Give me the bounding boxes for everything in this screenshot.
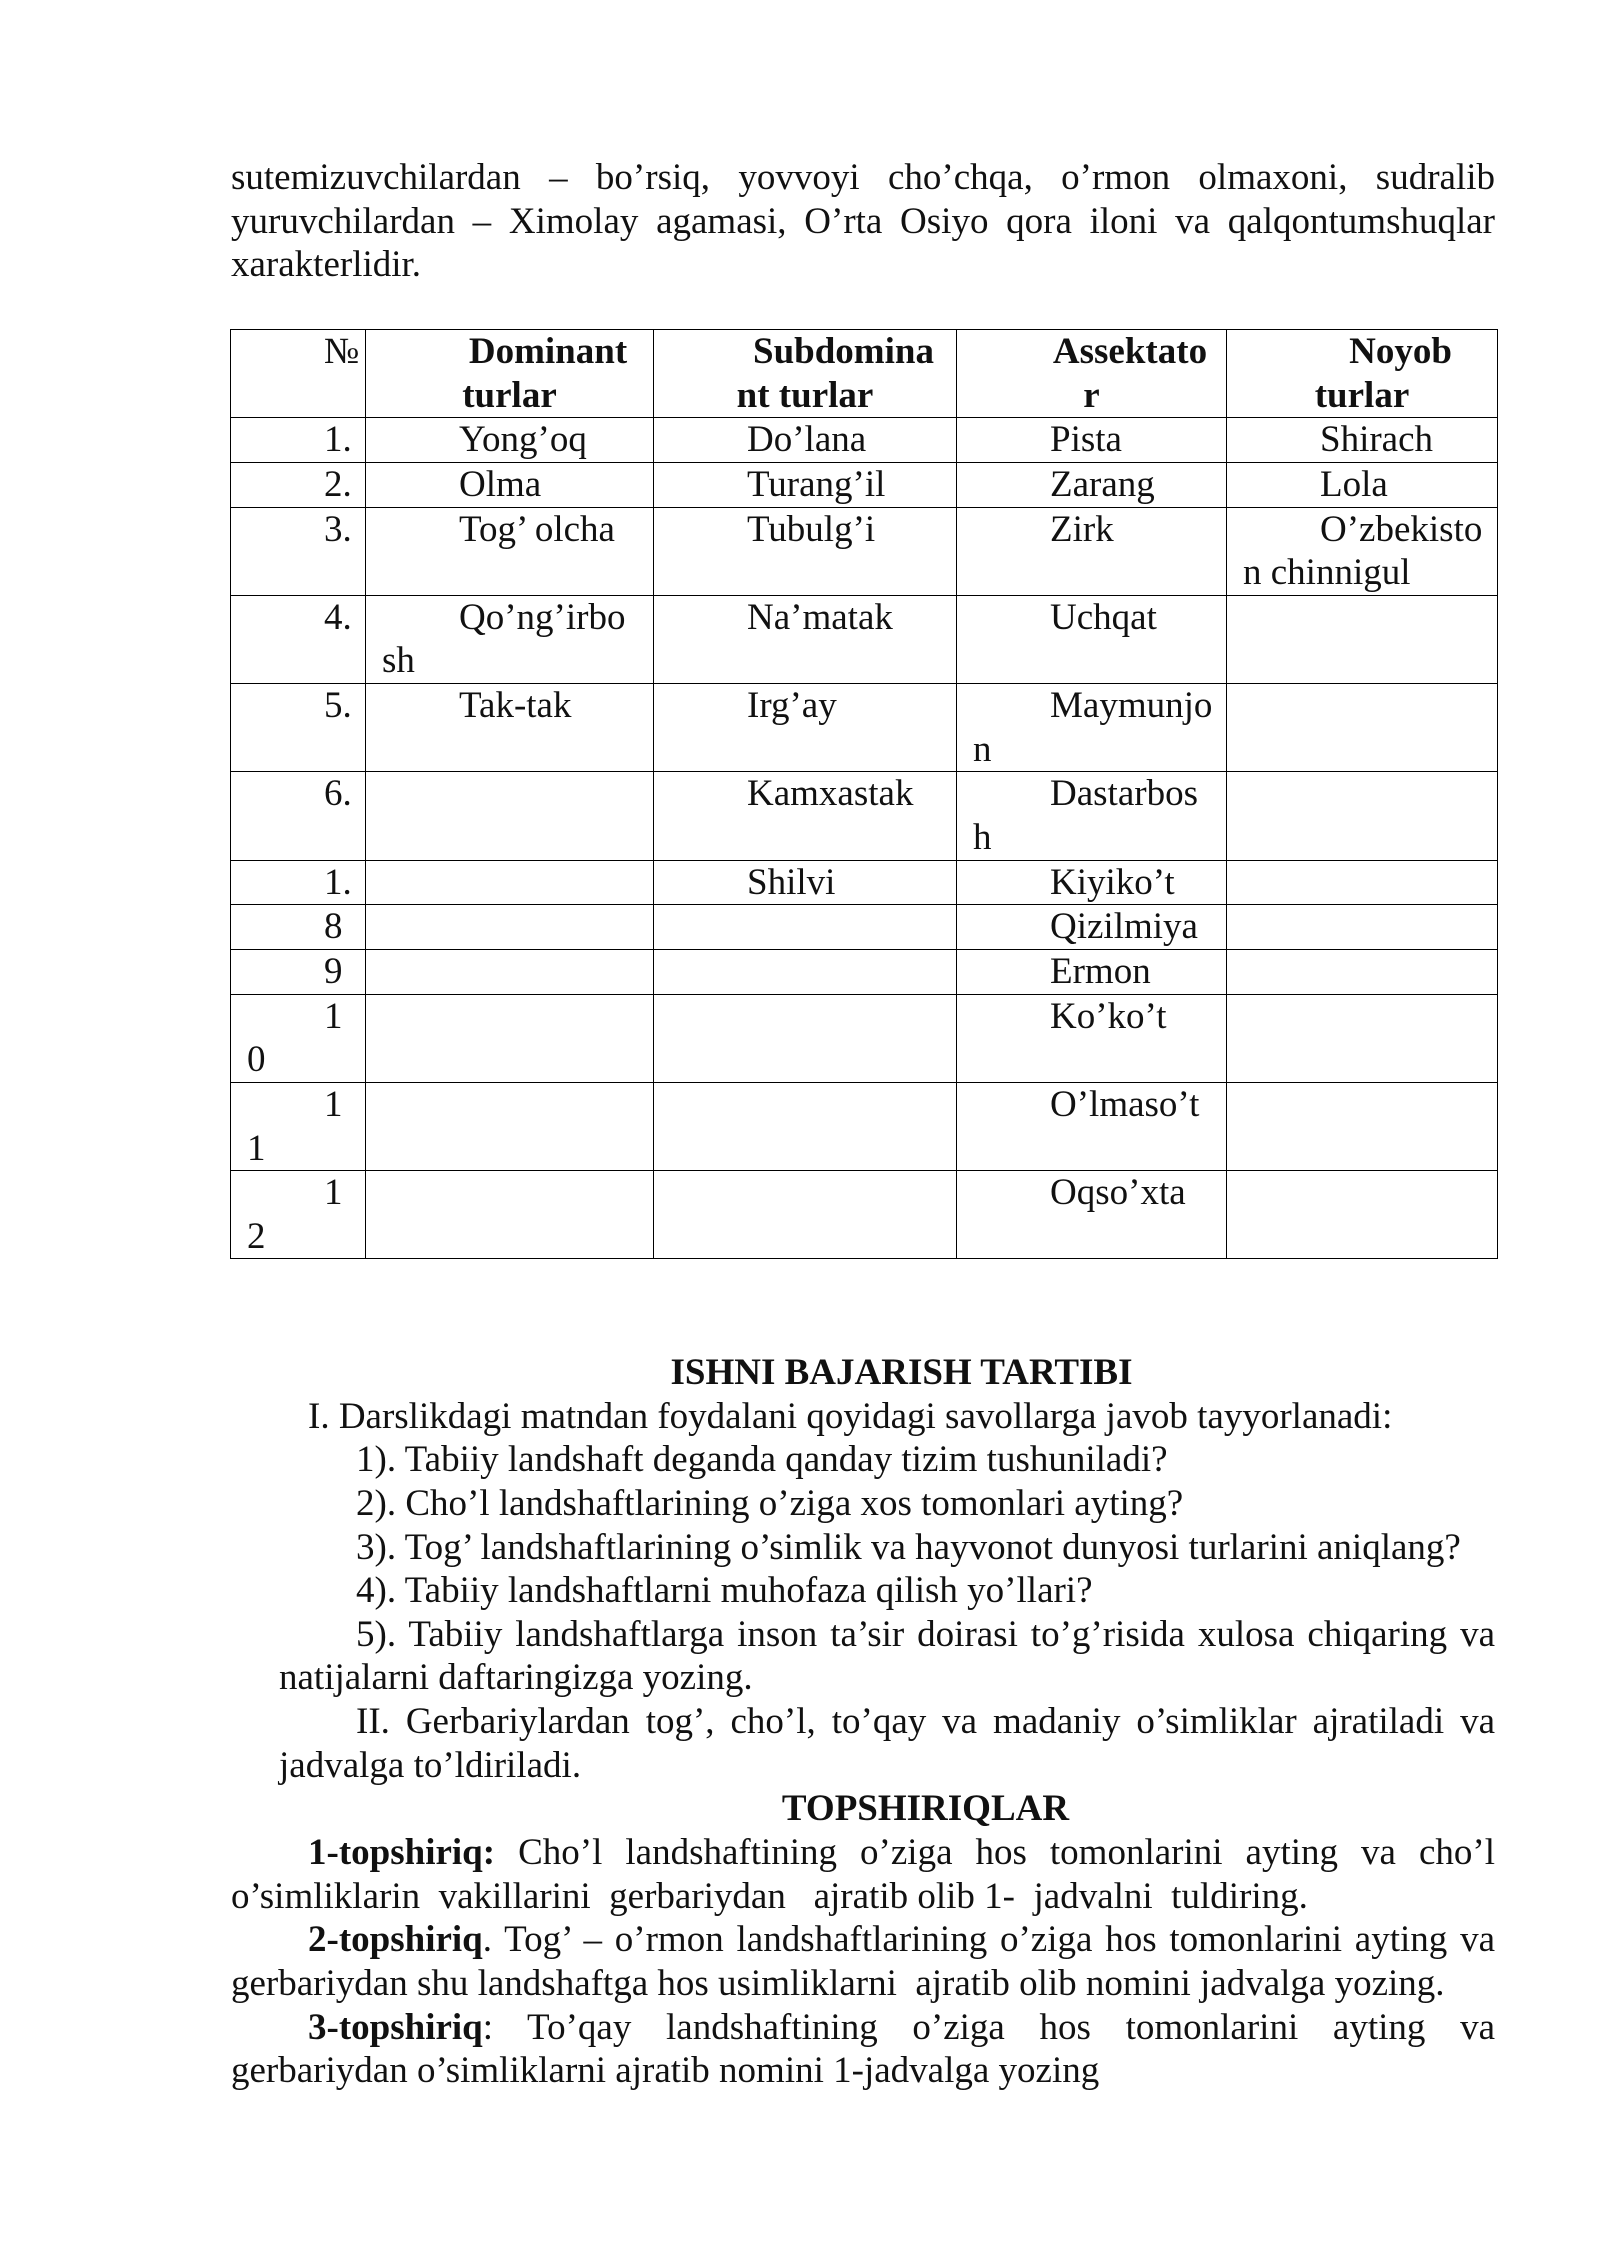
row-number-cell: 1 2 [231, 1171, 366, 1259]
subdominant-cell: Shilvi [654, 860, 957, 905]
subdominant-cell: Tubulg’i [654, 507, 957, 595]
header-subdominant: Subdomina nt turlar [654, 330, 957, 418]
header-number: № [231, 330, 366, 418]
procedure-step-two-continuation: jadvalga to’ldiriladi. [279, 1744, 582, 1786]
subdominant-cell [654, 1082, 957, 1170]
rare-species-cell: O’zbekisto n chinnigul [1227, 507, 1498, 595]
table-row [231, 462, 1498, 507]
rare-species-cell [1227, 772, 1498, 860]
task-item-3 [231, 2006, 1495, 2050]
assectator-cell: Kiyiko’t [957, 860, 1227, 905]
dominant-cell [366, 772, 654, 860]
question-item: 1). Tabiiy landshaft deganda qanday tizim tushuniladi? [356, 1439, 1168, 1481]
task-text-continuation: gerbariydan shu landshaftga hos usimliklarni ajratib olib nomini jadvalga yozing. [231, 1962, 1445, 2004]
dominant-cell [366, 949, 654, 994]
species-table [230, 329, 1498, 1259]
subdominant-cell [654, 994, 957, 1082]
subdominant-cell: Turang’il [654, 462, 957, 507]
assectator-cell: Ermon [957, 949, 1227, 994]
dominant-cell: Qo’ng’irbo sh [366, 595, 654, 683]
row-number-cell: 3. [231, 507, 366, 595]
tasks-heading: TOPSHIRIQLAR [781, 1788, 1070, 1830]
assectator-cell: Uchqat [957, 595, 1227, 683]
table-row [231, 772, 1498, 860]
question-item: 3). Tog’ landshaftlarining o’simlik va hayvonot dunyosi turlarini aniqlang? [356, 1526, 1461, 1568]
row-number-cell: 8 [231, 905, 366, 950]
task-text-continuation: gerbariydan o’simliklarni ajratib nomini 1-jadvalga yozing [231, 2050, 1100, 2092]
rare-species-cell [1227, 994, 1498, 1082]
dominant-cell: Olma [366, 462, 654, 507]
row-number-cell: 1 1 [231, 1082, 366, 1170]
dominant-cell: Yong’oq [366, 418, 654, 463]
row-number-cell: 1. [231, 860, 366, 905]
assectator-cell: Zarang [957, 462, 1227, 507]
task-text: Cho’l landshaftining o’ziga hos tomonlarini ayting va cho’l [495, 1832, 1495, 1874]
header-rare: Noyob turlar [1227, 330, 1498, 418]
rare-species-cell [1227, 684, 1498, 772]
procedure-heading: ISHNI BAJARISH TARTIBI [670, 1352, 1133, 1393]
row-number-cell: 2. [231, 462, 366, 507]
assectator-cell: Zirk [957, 507, 1227, 595]
procedure-intro: I. Darslikdagi matndan foydalani qoyidagi savollarga javob tayyorlanadi: [308, 1395, 1393, 1437]
table-row [231, 905, 1498, 950]
row-number-cell: 6. [231, 772, 366, 860]
table-row [231, 507, 1498, 595]
task-label: 3-topshiriq [308, 2006, 483, 2048]
subdominant-cell: Irg’ay [654, 684, 957, 772]
header-assectator: Assektato r [957, 330, 1227, 418]
procedure-step-two: II. Gerbariylardan tog’, cho’l, to’qay va madaniy o’simliklar ajratiladi va [356, 1701, 1495, 1743]
question-item: 2). Cho’l landshaftlarining o’ziga xos tomonlari ayting? [356, 1482, 1184, 1524]
table-row [231, 860, 1498, 905]
intro-line: yuruvchilardan – Ximolay agamasi, O’rta Osiyo qora iloni va qalqontumshuqlar [231, 200, 1495, 242]
task-label: 1-topshiriq: [308, 1832, 496, 1874]
dominant-cell: Tak-tak [366, 684, 654, 772]
assectator-cell: Oqso’xta [957, 1171, 1227, 1259]
task-text: : To’qay landshaftining o’ziga hos tomonlarini ayting va [482, 2006, 1495, 2048]
subdominant-cell: Do’lana [654, 418, 957, 463]
table-header-row [231, 330, 1498, 418]
rare-species-cell [1227, 1171, 1498, 1259]
rare-species-cell [1227, 949, 1498, 994]
task-text: . Tog’ – o’rmon landshaftlarining o’ziga hos tomonlarini ayting va [482, 1919, 1495, 1961]
intro-line: sutemizuvchilardan – bo’rsiq, yovvoyi cho’chqa, o’rmon olmaxoni, sudralib [231, 157, 1495, 198]
task-text-continuation: o’simliklarin vakillarini gerbariydan ajratib olib 1- jadvalni tuldiring. [231, 1875, 1308, 1917]
dominant-cell [366, 860, 654, 905]
rare-species-cell: Lola [1227, 462, 1498, 507]
rare-species-cell: Shirach [1227, 418, 1498, 463]
table-row [231, 595, 1498, 683]
subdominant-cell [654, 905, 957, 950]
subdominant-cell [654, 949, 957, 994]
question-item: 4). Tabiiy landshaftlarni muhofaza qilish yo’llari? [356, 1570, 1093, 1612]
rare-species-cell [1227, 1082, 1498, 1170]
row-number-cell: 9 [231, 949, 366, 994]
dominant-cell: Tog’ olcha [366, 507, 654, 595]
table-row [231, 1082, 1498, 1170]
dominant-cell [366, 1082, 654, 1170]
rare-species-cell [1227, 905, 1498, 950]
intro-paragraph [231, 156, 1495, 287]
assectator-cell: O’lmaso’t [957, 1082, 1227, 1170]
header-dominant: Dominant turlar [366, 330, 654, 418]
rare-species-cell [1227, 595, 1498, 683]
assectator-cell: Maymunjo n [957, 684, 1227, 772]
dominant-cell [366, 994, 654, 1082]
assectator-cell: Ko’ko’t [957, 994, 1227, 1082]
dominant-cell [366, 905, 654, 950]
assectator-cell: Pista [957, 418, 1227, 463]
row-number-cell: 5. [231, 684, 366, 772]
task-label: 2-topshiriq [308, 1919, 483, 1961]
task-item-1 [231, 1831, 1495, 1875]
rare-species-cell [1227, 860, 1498, 905]
task-item-2 [231, 1918, 1495, 1962]
row-number-cell: 4. [231, 595, 366, 683]
subdominant-cell: Na’matak [654, 595, 957, 683]
assectator-cell: Qizilmiya [957, 905, 1227, 950]
table-row [231, 994, 1498, 1082]
table-row [231, 949, 1498, 994]
dominant-cell [366, 1171, 654, 1259]
intro-line: xarakterlidir. [231, 244, 422, 286]
question-item-continuation: natijalarni daftaringizga yozing. [279, 1657, 753, 1699]
subdominant-cell: Kamxastak [654, 772, 957, 860]
table-row [231, 1171, 1498, 1259]
assectator-cell: Dastarbos h [957, 772, 1227, 860]
table-row [231, 684, 1498, 772]
subdominant-cell [654, 1171, 957, 1259]
row-number-cell: 1. [231, 418, 366, 463]
row-number-cell: 1 0 [231, 994, 366, 1082]
question-item: 5). Tabiiy landshaftlarga inson ta’sir doirasi to’g’risida xulosa chiqaring va [356, 1613, 1495, 1655]
procedure-section [231, 1351, 1495, 2093]
table-row [231, 418, 1498, 463]
